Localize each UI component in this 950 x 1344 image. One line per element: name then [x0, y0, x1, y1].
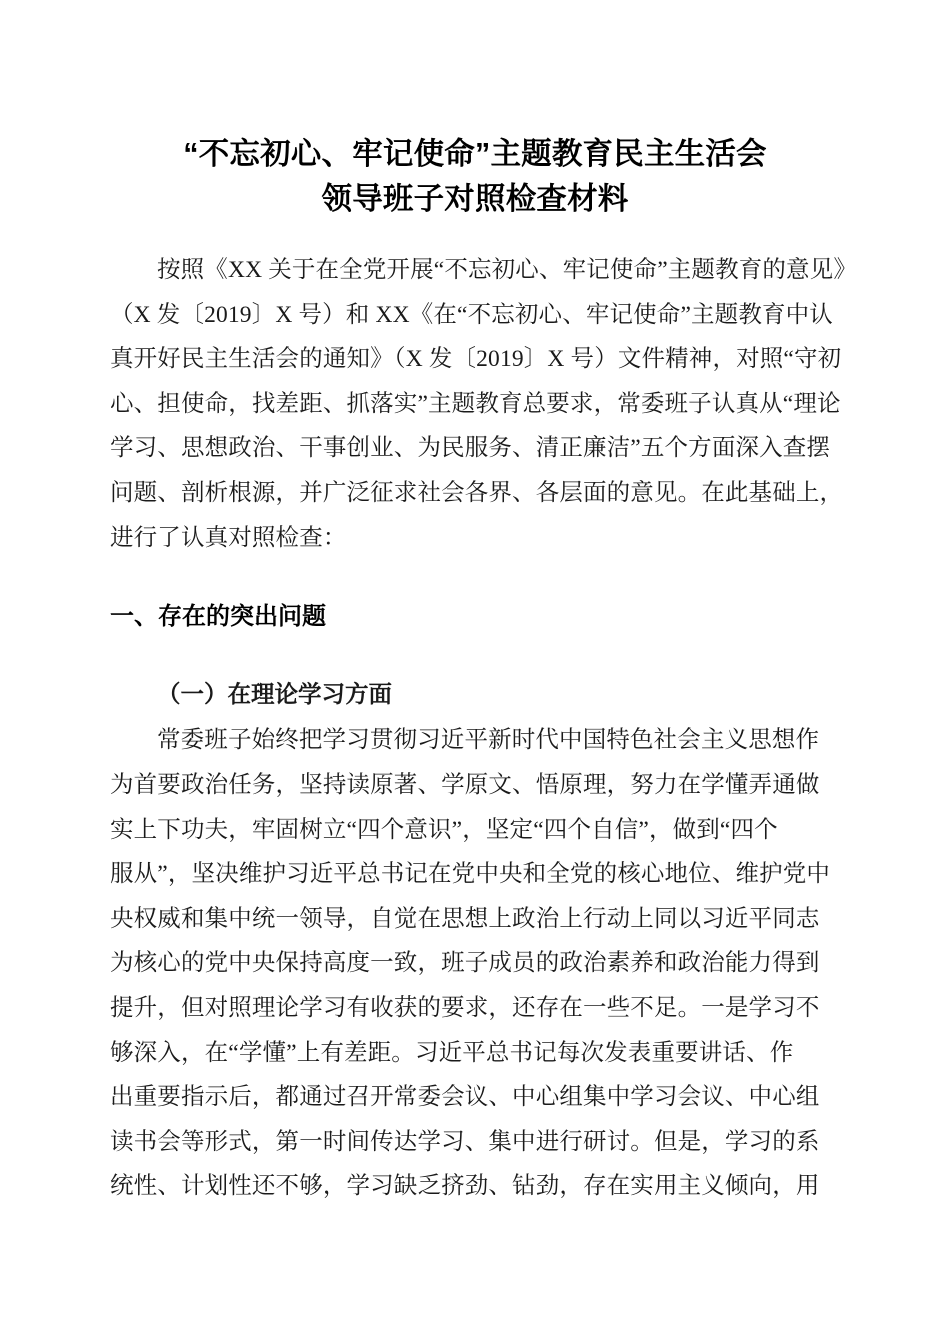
body-line-9: 出重要指示后，都通过召开常委会议、中心组集中学习会议、中心组: [110, 1084, 820, 1111]
intro-paragraph: [110, 222, 857, 560]
section-heading-one: 一、存在的突出问题: [110, 603, 326, 631]
body-line-5: 央权威和集中统一领导，自觉在思想上政治上行动上同以习近平同志: [110, 905, 820, 932]
page-content: [110, 0, 857, 1209]
intro-line-6: 问题、剖析根源，并广泛征求社会各界、各层面的意见。在此基础上，: [110, 479, 844, 506]
page-title-line-2: 领导班子对照检查材料: [321, 182, 629, 216]
body-line-11: 统性、计划性还不够，学习缺乏挤劲、钻劲，存在实用主义倾向，用: [110, 1173, 820, 1200]
intro-line-2: （X 发〔2019〕X 号）和 XX《在“不忘初心、牢记使命”主题教育中认: [110, 301, 833, 328]
body-line-4: 服从”，坚决维护习近平总书记在党中央和全党的核心地位、维护党中: [110, 861, 831, 888]
subsection-heading-one-one: （一）在理论学习方面: [157, 681, 392, 708]
body-line-3: 实上下功夫，牢固树立“四个意识”，坚定“四个自信”，做到“四个: [110, 816, 778, 843]
body-line-7: 提升，但对照理论学习有收获的要求，还存在一些不足。一是学习不: [110, 994, 820, 1021]
subsection-one-one-body: [110, 717, 840, 1209]
intro-line-1: 按照《XX 关于在全党开展“不忘初心、牢记使命”主题教育的意见》: [157, 257, 857, 283]
body-line-10: 读书会等形式，第一时间传达学习、集中进行研讨。但是，学习的系: [110, 1128, 820, 1155]
body-line-1: 常委班子始终把学习贯彻习近平新时代中国特色社会主义思想作: [157, 727, 820, 754]
intro-line-4: 心、担使命，找差距、抓落实”主题教育总要求，常委班子认真从“理论: [110, 390, 841, 417]
body-line-6: 为核心的党中央保持高度一致，班子成员的政治素养和政治能力得到: [110, 950, 820, 977]
body-line-8: 够深入，在“学懂”上有差距。习近平总书记每次发表重要讲话、作: [110, 1039, 794, 1066]
intro-line-7: 进行了认真对照检查：: [110, 524, 347, 551]
intro-line-5: 学习、思想政治、干事创业、为民服务、清正廉洁”五个方面深入查摆: [110, 435, 831, 462]
body-line-2: 为首要政治任务，坚持读原著、学原文、悟原理，努力在学懂弄通做: [110, 771, 820, 798]
intro-line-3: 真开好民主生活会的通知》（X 发〔2019〕X 号）文件精神，对照“守初: [110, 346, 842, 373]
page-title: [110, 0, 840, 222]
page-title-line-1: “不忘初心、牢记使命”主题教育民主生活会: [183, 137, 767, 171]
